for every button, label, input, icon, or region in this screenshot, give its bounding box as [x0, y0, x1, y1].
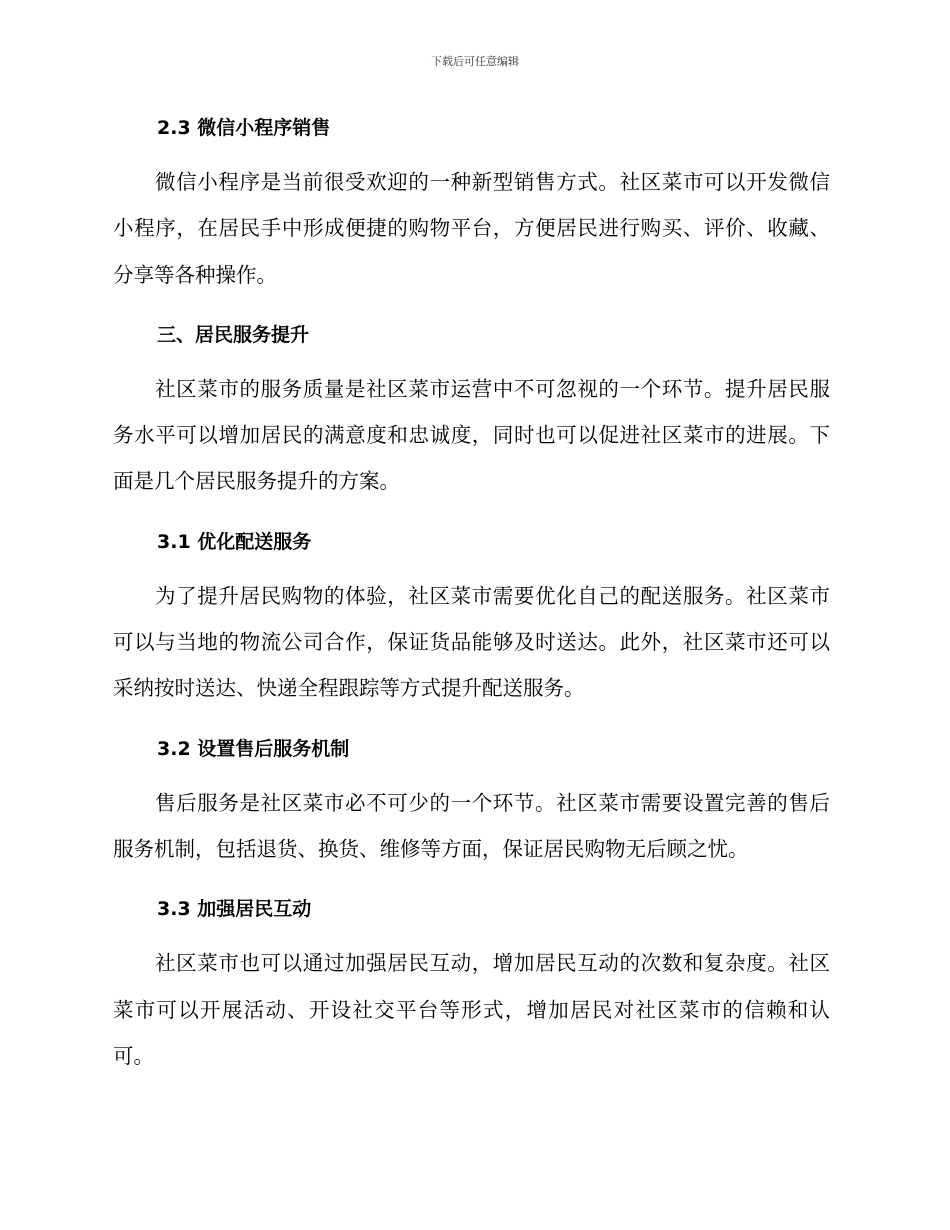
section-heading-3-3: 3.3 加强居民互动	[157, 898, 312, 921]
paragraph-after-sales: 售后服务是社区菜市必不可少的一个环节。社区菜市需要设置完善的售后服务机制，包括退货、换货、维修等方面，保证居民购物无后顾之忧。	[113, 790, 830, 861]
section-heading-2-3: 2.3 微信小程序销售	[157, 117, 331, 139]
paragraph-interaction: 社区菜市也可以通过加强居民互动，增加居民互动的次数和复杂度。社区菜市可以开展活动、开设社交平台等形式，增加居民对社区菜市的信赖和认可。	[113, 951, 830, 1068]
paragraph-delivery: 为了提升居民购物的体验，社区菜市需要优化自己的配送服务。社区菜市可以与当地的物流公司合作，保证货品能够及时送达。此外，社区菜市还可以采纳按时送达、快递全程跟踪等方式提升配送服务。	[113, 583, 830, 701]
paragraph-mini-program: 微信小程序是当前很受欢迎的一种新型销售方式。社区菜市可以开发微信小程序，在居民手中形成便捷的购物平台，方便居民进行购买、评价、收藏、分享等各种操作。	[113, 170, 830, 287]
paragraph-service-improvement: 社区菜市的服务质量是社区菜市运营中不可忽视的一个环节。提升居民服务水平可以增加居民的满意度和忠诚度，同时也可以促进社区菜市的进展。下面是几个居民服务提升的方案。	[113, 376, 830, 494]
section-heading-3-1: 3.1 优化配送服务	[157, 530, 312, 553]
section-heading-3: 三、居民服务提升	[157, 323, 310, 346]
page-header: 下载后可任意编辑	[431, 55, 519, 68]
document-body	[113, 108, 830, 1087]
section-heading-3-2: 3.2 设置售后服务机制	[157, 737, 350, 760]
